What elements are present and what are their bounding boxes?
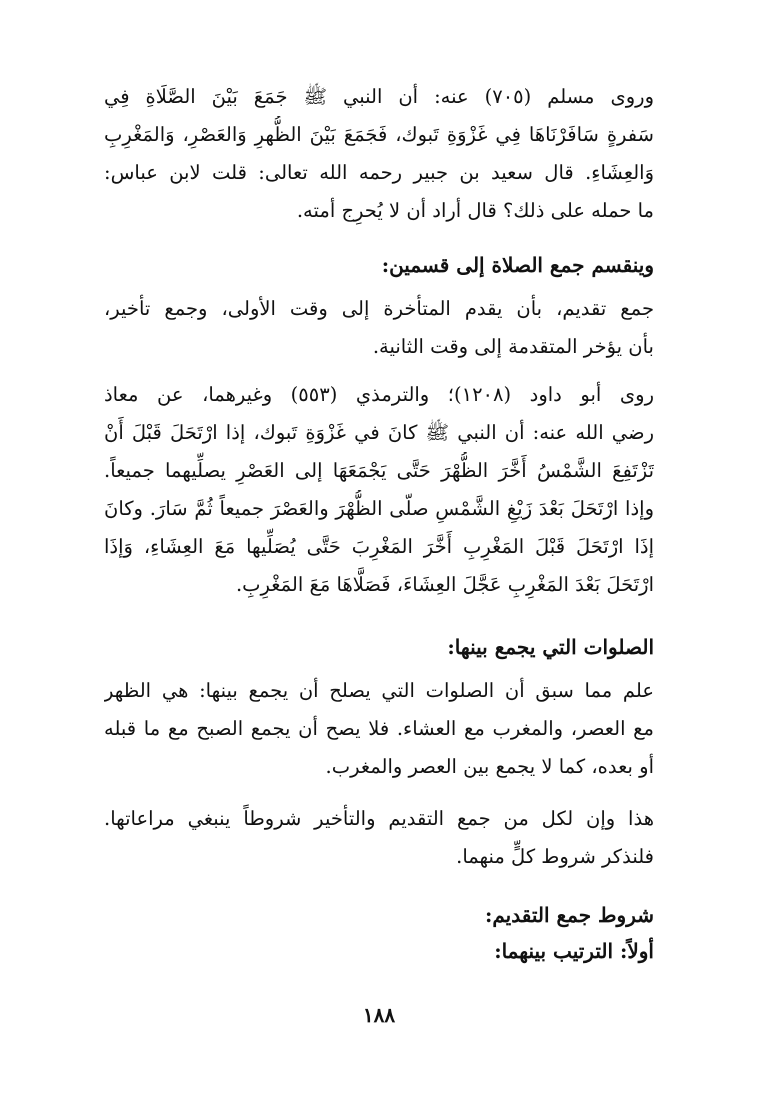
page-number: ١٨٨ xyxy=(362,1003,396,1027)
paragraph-5-line-1: هذا وإن لكل من جمع التقديم والتأخير شروطاً ينبغي مراعاتها. xyxy=(104,807,654,830)
paragraph-3-line-3: تَزْتَفِعَ الشَّمْسُ أَخَّرَ الظُّهْرَ حَتَّى يَجْمَعَهَا إلى العَصْرِ يصلِّيهما جميعاً. xyxy=(104,459,654,482)
paragraph-4-line-2: مع العصر، والمغرب مع العشاء. فلا يصح أن يجمع الصبح مع ما قبله xyxy=(104,717,654,740)
paragraph-3-line-5: إذَا ارْتَحَلَ قَبْلَ المَغْرِبِ أَخَّرَ المَغْرِبَ حَتَّى يُصَلِّيها مَعَ العِشَاءِ، وَإذَا xyxy=(104,535,654,558)
paragraph-4-line-3: أو بعده، كما لا يجمع بين العصر والمغرب. xyxy=(325,755,654,778)
paragraph-3-line-2: رضي الله عنه: أن النبي ﷺ كانَ في غَزْوَةِ تَبوك، إذا ارْتَحَلَ قَبْلَ أَنْ xyxy=(104,421,654,444)
subsection-heading-first: أولاً: الترتيب بينهما: xyxy=(494,939,654,963)
paragraph-1-line-1: وروى مسلم (٧٠٥) عنه: أن النبي ﷺ جَمَعَ بَيْنَ الصَّلَاةِ فِي xyxy=(104,85,654,108)
paragraph-2-line-1: جمع تقديم، بأن يقدم المتأخرة إلى وقت الأولى، وجمع تأخير، xyxy=(104,297,654,320)
paragraph-3-line-6: ارْتَحَلَ بَعْدَ المَغْرِبِ عَجَّلَ العِشَاءَ، فَصَلَّاهَا مَعَ المَغْرِبِ. xyxy=(235,573,654,596)
paragraph-3-line-1: روى أبو داود (١٢٠٨)؛ والترمذي (٥٥٣) وغيرهما، عن معاذ xyxy=(104,383,654,406)
section-heading-conditions: شروط جمع التقديم: xyxy=(484,903,654,927)
paragraph-1-line-2: سَفرةٍ سَافَرْنَاهَا فِي غَزْوَةِ تَبوك، فَجَمَعَ بَيْنَ الظُّهرِ وَالعَصْرِ، وَالمَغْرِبِ xyxy=(104,123,654,146)
section-heading-division: وينقسم جمع الصلاة إلى قسمين: xyxy=(381,253,654,277)
paragraph-1-line-4: ما حمله على ذلك؟ قال أراد أن لا يُحرِج أمته. xyxy=(296,199,654,222)
paragraph-1-line-3: وَالعِشَاءِ. قال سعيد بن جبير رحمه الله تعالى: قلت لابن عباس: xyxy=(104,161,654,184)
section-heading-prayers: الصلوات التي يجمع بينها: xyxy=(447,635,654,659)
paragraph-3-line-4: وإذا ارْتَحَلَ بَعْدَ زَيْغِ الشَّمْسِ صلّى الظُّهْرَ والعَصْرَ جميعاً ثُمَّ سَارَ. وكانَ xyxy=(104,497,654,520)
paragraph-4-line-1: علم مما سبق أن الصلوات التي يصلح أن يجمع بينها: هي الظهر xyxy=(104,679,654,702)
paragraph-2-line-2: بأن يؤخر المتقدمة إلى وقت الثانية. xyxy=(372,335,654,358)
paragraph-5-line-2: فلنذكر شروط كلٍّ منهما. xyxy=(456,845,654,868)
